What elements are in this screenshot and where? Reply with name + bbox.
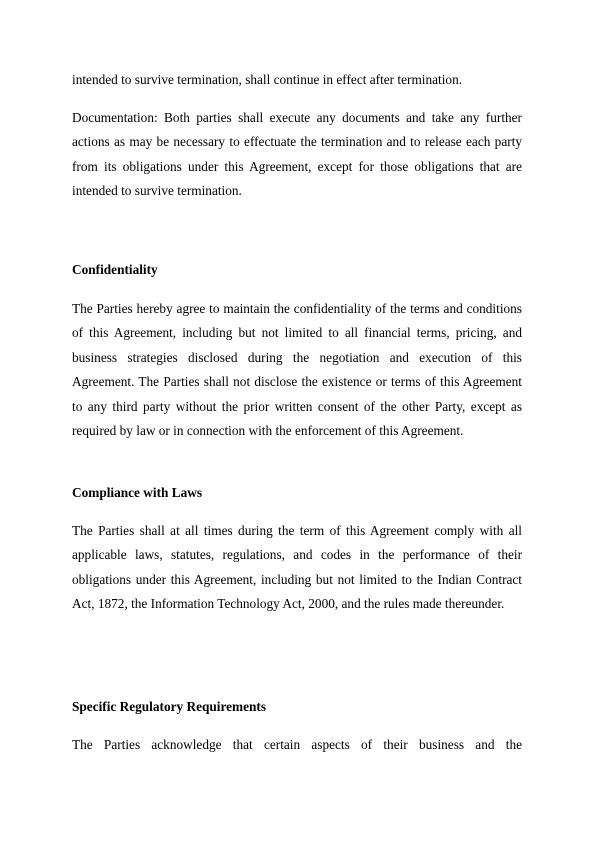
documentation-paragraph: Documentation: Both parties shall execute any documents and take any further actions as may be necessary to effectuate the termination and to release each party from its obligations under this Agreement, except for those obligations that are intended to survive termination. [72,110,522,199]
regulatory-paragraph: The Parties acknowledge that certain aspects of their business and the [72,737,522,752]
section-heading-compliance-with-laws: Compliance with Laws [72,485,203,500]
section-heading-specific-regulatory-requirements: Specific Regulatory Requirements [72,699,267,714]
section-heading-confidentiality: Confidentiality [72,262,158,277]
confidentiality-paragraph: The Parties hereby agree to maintain the confidentiality of the terms and conditions of this Agreement, including but not limited to all financial terms, pricing, and business strategies disclosed during the negotiation and execution of this Agreement. The Parties shall not disclose the existence or terms of this Agreement to any third party without the prior written consent of the other Party, except as required by law or in connection with the enforcement of this Agreement. [72,301,522,439]
compliance-paragraph: The Parties shall at all times during the term of this Agreement comply with all applicable laws, statutes, regulations, and codes in the performance of their obligations under this Agreement, including but not limited to the Indian Contract Act, 1872, the Information Technology Act, 2000, and the rules made thereunder. [72,523,522,612]
continuation-paragraph: intended to survive termination, shall continue in effect after termination. [72,72,463,87]
